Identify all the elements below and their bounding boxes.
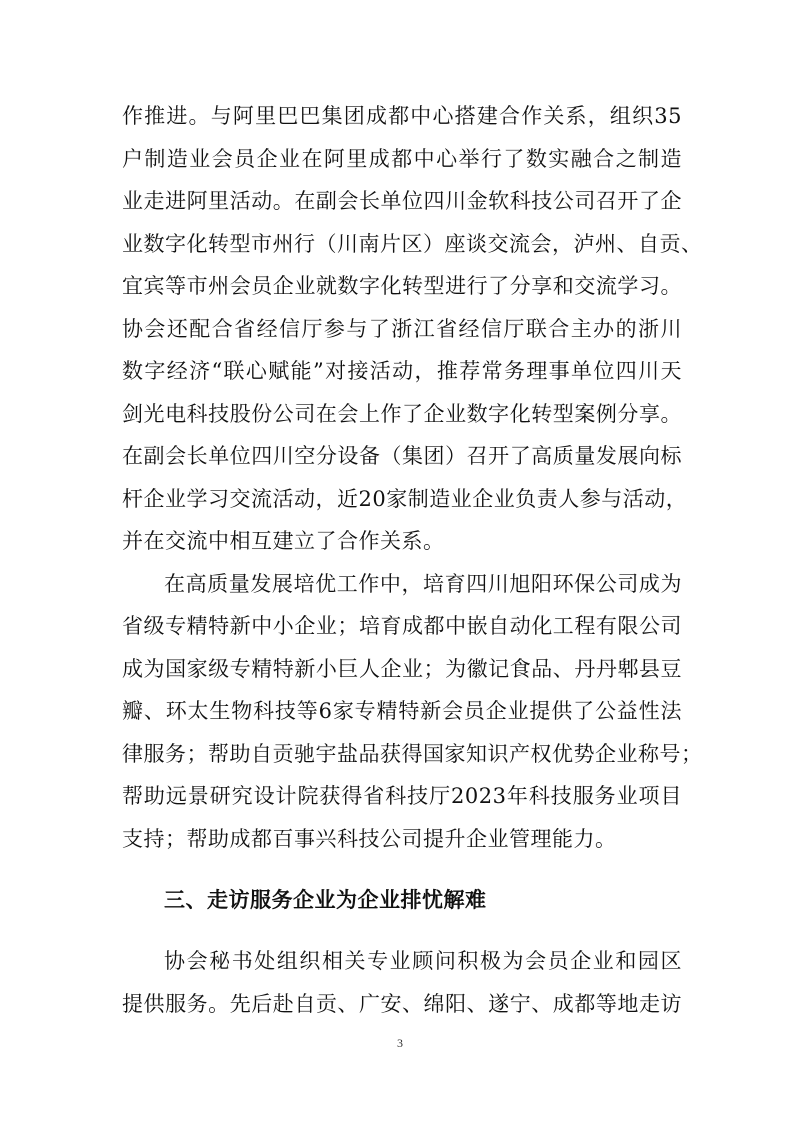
- text-line: 成为国家级专精特新小巨人企业；为徽记食品、丹丹郫县豆: [122, 656, 682, 681]
- text-line: 瓣、环太生物科技等6家专精特新会员企业提供了公益性法: [122, 699, 682, 723]
- text-line: 协会秘书处组织相关专业顾问积极为会员企业和园区: [164, 949, 682, 973]
- text-line: 作推进。与阿里巴巴集团成都中心搭建合作关系，组织35: [122, 104, 682, 128]
- text-line: 提供服务。先后赴自贡、广安、绵阳、遂宁、成都等地走访: [122, 991, 682, 1016]
- page-body: [122, 95, 703, 1025]
- text-line: 业数字化转型市州行（川南片区）座谈交流会，泸州、自贡、: [122, 231, 703, 256]
- text-line: 支持；帮助成都百事兴科技公司提升企业管理能力。: [122, 826, 617, 851]
- text-line: 宜宾等市州会员企业就数字化转型进行了分享和交流学习。: [122, 274, 682, 298]
- text-line: 业走进阿里活动。在副会长单位四川金软科技公司召开了企: [122, 189, 682, 213]
- text-line: 省级专精特新中小企业；培育成都中嵌自动化工程有限公司: [122, 614, 682, 638]
- paragraph-digital-transformation: [122, 95, 703, 563]
- text-line: 户制造业会员企业在阿里成都中心举行了数实融合之制造: [122, 146, 682, 171]
- paragraph-enterprise-visits: [122, 940, 682, 1025]
- section-spacer: [122, 860, 682, 874]
- text-line: 在高质量发展培优工作中，培育四川旭阳环保公司成为: [164, 571, 682, 596]
- text-line: 数字经济“联心赋能”对接活动，推荐常务理事单位四川天: [122, 359, 682, 383]
- text-line: 在副会长单位四川空分设备（集团）召开了高质量发展向标: [122, 444, 682, 468]
- text-line: 并在交流中相互建立了合作关系。: [122, 529, 445, 553]
- section-spacer: [122, 926, 682, 940]
- text-line: 杆企业学习交流活动，近20家制造业企业负责人参与活动，: [122, 486, 688, 511]
- section-heading: 三、走访服务企业为企业排忧解难: [164, 888, 487, 912]
- text-line: 协会还配合省经信厅参与了浙江省经信厅联合主办的浙川: [122, 316, 682, 341]
- paragraph-quality-development: [122, 563, 703, 861]
- text-line: 律服务；帮助自贡驰宇盐品获得国家知识产权优势企业称号；: [122, 741, 703, 766]
- text-line: 帮助远景研究设计院获得省科技厅2023年科技服务业项目: [122, 784, 682, 808]
- text-line: 剑光电科技股份公司在会上作了企业数字化转型案例分享。: [122, 401, 682, 426]
- page-number: 3: [397, 1036, 403, 1050]
